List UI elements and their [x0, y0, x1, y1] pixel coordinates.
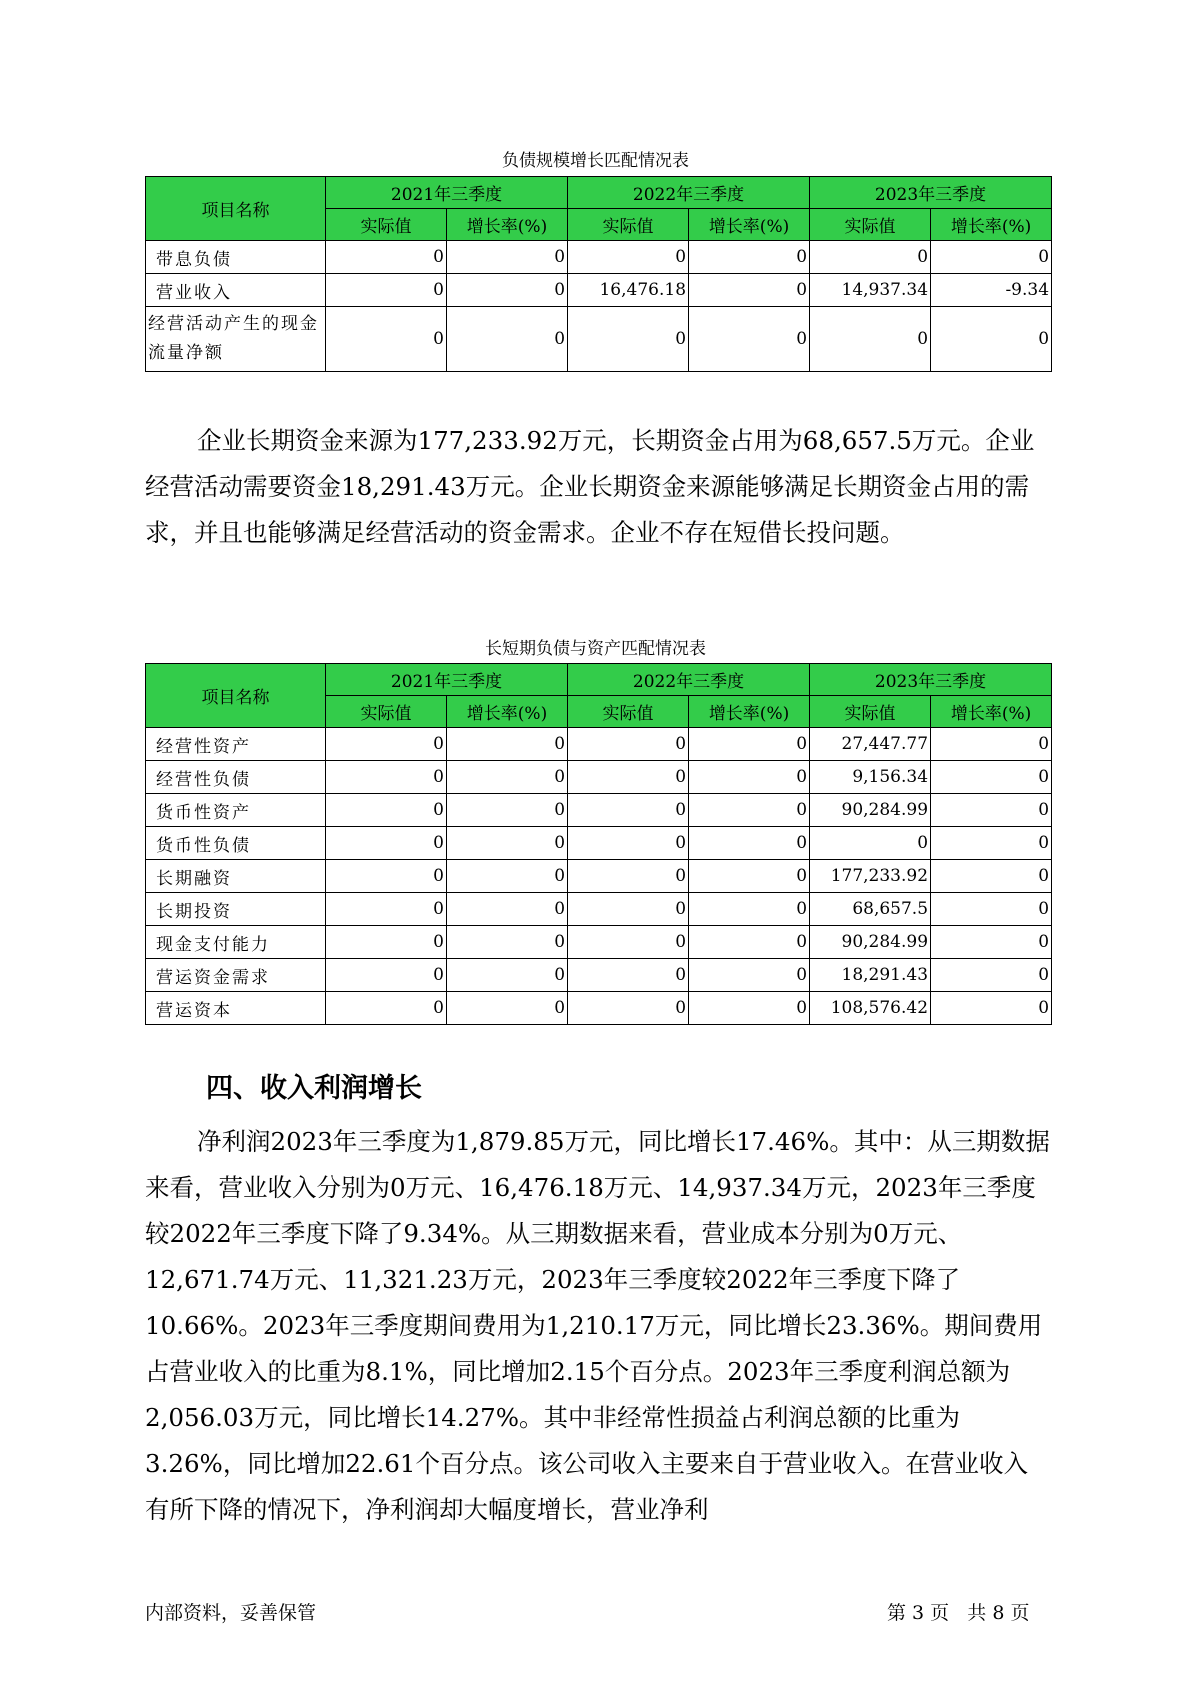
table-cell: 0	[568, 827, 689, 860]
table-cell: 0	[568, 860, 689, 893]
table-cell: 0	[689, 794, 810, 827]
table-cell: 0	[810, 307, 931, 372]
liability-asset-table	[145, 663, 1052, 1025]
table-cell: 0	[447, 274, 568, 307]
table-cell: 14,937.34	[810, 274, 931, 307]
table-cell: 0	[568, 241, 689, 274]
table-cell: 0	[447, 307, 568, 372]
table-cell: 0	[326, 827, 447, 860]
debt-growth-table	[145, 176, 1052, 372]
row-label: 营运资金需求	[146, 959, 326, 992]
header-growth-rate: 增长率(%)	[447, 209, 568, 241]
table-cell: 0	[568, 307, 689, 372]
table-cell: 108,576.42	[810, 992, 931, 1025]
table-cell: 0	[689, 827, 810, 860]
table-cell: 0	[447, 827, 568, 860]
table-cell: 0	[447, 992, 568, 1025]
header-item-name: 项目名称	[146, 177, 326, 241]
table-cell: 0	[810, 827, 931, 860]
table-cell: 0	[326, 728, 447, 761]
table-cell: 0	[689, 241, 810, 274]
table1-caption: 负债规模增长匹配情况表	[502, 151, 689, 171]
row-label: 现金支付能力	[146, 926, 326, 959]
row-label: 营业收入	[146, 274, 326, 307]
paragraph-text: 企业长期资金来源为177,233.92万元，长期资金占用为68,657.5万元。企业经营活动需要资金18,291.43万元。企业长期资金来源能够满足长期资金占用的需求，并且也能够满足经营活动的资金需求。企业不存在短借长投问题。	[145, 426, 1035, 547]
table-row	[146, 274, 1052, 307]
table-cell: 90,284.99	[810, 794, 931, 827]
table-cell: 0	[326, 274, 447, 307]
table-cell: 0	[326, 794, 447, 827]
table-cell: 0	[689, 274, 810, 307]
header-period-2023: 2023年三季度	[810, 664, 1052, 696]
table-cell: 0	[810, 241, 931, 274]
table-cell: 0	[326, 761, 447, 794]
table-cell: 0	[689, 860, 810, 893]
table-cell: 0	[689, 761, 810, 794]
table-cell: 0	[447, 926, 568, 959]
table-row	[146, 761, 1052, 794]
table-cell: 0	[568, 761, 689, 794]
table-row	[146, 860, 1052, 893]
row-label: 长期投资	[146, 893, 326, 926]
table-row	[146, 307, 1052, 372]
table-cell: 0	[689, 728, 810, 761]
table-cell: 0	[568, 926, 689, 959]
table-cell: 0	[931, 959, 1052, 992]
table-cell: 0	[447, 241, 568, 274]
table-row	[146, 794, 1052, 827]
header-growth-rate: 增长率(%)	[931, 696, 1052, 728]
row-label: 长期融资	[146, 860, 326, 893]
table-cell: 177,233.92	[810, 860, 931, 893]
table-cell: 0	[931, 926, 1052, 959]
table-cell: 0	[568, 893, 689, 926]
header-period-2021: 2021年三季度	[326, 664, 568, 696]
header-item-name: 项目名称	[146, 664, 326, 728]
table-row	[146, 827, 1052, 860]
table-cell: 0	[689, 992, 810, 1025]
paragraph-text: 净利润2023年三季度为1,879.85万元，同比增长17.46%。其中：从三期数据来看，营业收入分别为0万元、16,476.18万元、14,937.34万元，2023年三季度较2022年三季度下降了9.34%。从三期数据来看，营业成本分别为0万元、12,671.74万元、11,321.23万元，2023年三季度较2022年三季度下降了10.66%。2023年三季度期间费用为1,210.17万元，同比增长23.36%。期间费用占营业收入的比重为8.1%，同比增加2.15个百分点。2023年三季度利润总额为2,056.03万元，同比增长14.27%。其中非经常性损益占利润总额的比重为3.26%，同比增加22.61个百分点。该公司收入主要来自于营业收入。在营业收入有所下降的情况下，净利润却大幅度增长，营业净利	[145, 1127, 1050, 1524]
table-cell: -9.34	[931, 274, 1052, 307]
table-cell: 90,284.99	[810, 926, 931, 959]
header-growth-rate: 增长率(%)	[689, 209, 810, 241]
table-cell: 16,476.18	[568, 274, 689, 307]
table-row	[146, 926, 1052, 959]
header-actual-value: 实际值	[568, 696, 689, 728]
table-cell: 0	[568, 959, 689, 992]
table-cell: 9,156.34	[810, 761, 931, 794]
table-cell: 0	[326, 893, 447, 926]
header-actual-value: 实际值	[568, 209, 689, 241]
table-cell: 0	[447, 860, 568, 893]
row-label: 营运资本	[146, 992, 326, 1025]
header-period-2023: 2023年三季度	[810, 177, 1052, 209]
table-cell: 0	[931, 860, 1052, 893]
table-row	[146, 893, 1052, 926]
table-cell: 0	[568, 794, 689, 827]
header-growth-rate: 增长率(%)	[931, 209, 1052, 241]
table-cell: 0	[568, 728, 689, 761]
table-row	[146, 992, 1052, 1025]
header-period-2022: 2022年三季度	[568, 177, 810, 209]
table-cell: 0	[931, 992, 1052, 1025]
table-cell: 0	[689, 307, 810, 372]
table-cell: 0	[326, 926, 447, 959]
table-cell: 68,657.5	[810, 893, 931, 926]
header-actual-value: 实际值	[810, 696, 931, 728]
table-cell: 0	[931, 827, 1052, 860]
table-cell: 0	[326, 860, 447, 893]
table-cell: 0	[447, 893, 568, 926]
paragraph-income-profit	[145, 1119, 1051, 1533]
header-actual-value: 实际值	[810, 209, 931, 241]
table-row	[146, 728, 1052, 761]
row-label: 货币性资产	[146, 794, 326, 827]
table-cell: 0	[931, 307, 1052, 372]
footer-page-number: 第 3 页 共 8 页	[887, 1602, 1030, 1624]
table-row	[146, 241, 1052, 274]
table-cell: 0	[326, 241, 447, 274]
table-cell: 0	[931, 728, 1052, 761]
table-cell: 18,291.43	[810, 959, 931, 992]
row-label: 经营活动产生的现金流量净额	[146, 307, 326, 372]
header-actual-value: 实际值	[326, 696, 447, 728]
table-cell: 0	[931, 893, 1052, 926]
table-cell: 0	[689, 893, 810, 926]
table-cell: 0	[568, 992, 689, 1025]
table-cell: 0	[447, 728, 568, 761]
row-label: 经营性资产	[146, 728, 326, 761]
table2-caption: 长短期负债与资产匹配情况表	[485, 639, 706, 659]
table-cell: 0	[931, 761, 1052, 794]
paragraph-funding	[145, 418, 1051, 556]
header-actual-value: 实际值	[326, 209, 447, 241]
section-heading: 四、收入利润增长	[206, 1073, 422, 1104]
table-cell: 0	[326, 959, 447, 992]
table-cell: 0	[447, 761, 568, 794]
table-cell: 0	[326, 307, 447, 372]
row-label: 带息负债	[146, 241, 326, 274]
row-label: 货币性负债	[146, 827, 326, 860]
table-cell: 0	[689, 959, 810, 992]
header-growth-rate: 增长率(%)	[447, 696, 568, 728]
header-growth-rate: 增长率(%)	[689, 696, 810, 728]
table-cell: 0	[689, 926, 810, 959]
table-row	[146, 959, 1052, 992]
table-cell: 0	[447, 959, 568, 992]
table-cell: 0	[447, 794, 568, 827]
table-cell: 0	[931, 241, 1052, 274]
table-cell: 0	[326, 992, 447, 1025]
row-label: 经营性负债	[146, 761, 326, 794]
footer-confidential: 内部资料，妥善保管	[145, 1602, 317, 1624]
table-cell: 27,447.77	[810, 728, 931, 761]
table-cell: 0	[931, 794, 1052, 827]
header-period-2022: 2022年三季度	[568, 664, 810, 696]
header-period-2021: 2021年三季度	[326, 177, 568, 209]
